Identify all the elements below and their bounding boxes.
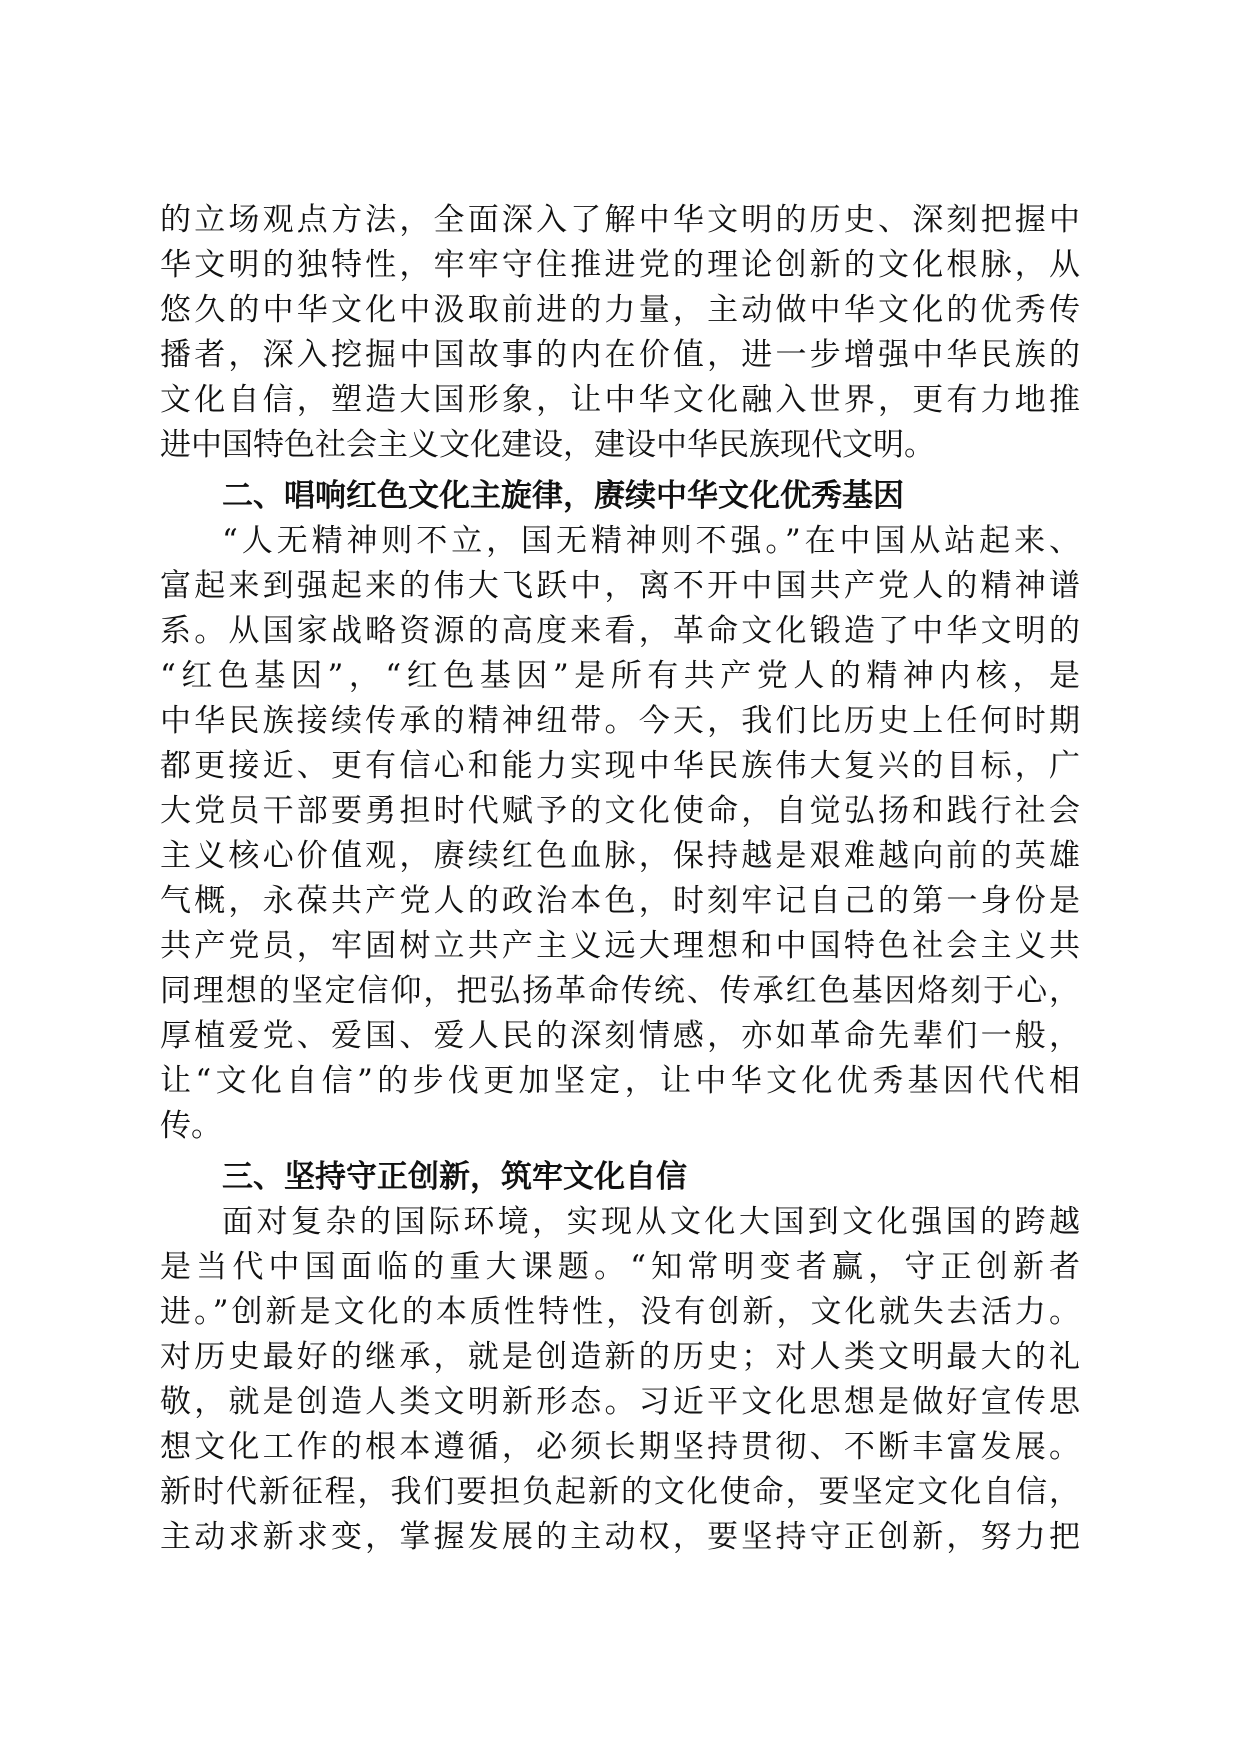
paragraph-continued bbox=[160, 198, 1080, 468]
text-line: 新时代新征程，我们要担负起新的文化使命，要坚定文化自信， bbox=[160, 1474, 1080, 1510]
text-line: 的立场观点方法，全面深入了解中华文明的历史、深刻把握中 bbox=[160, 202, 1080, 238]
text-line: 厚植爱党、爱国、爱人民的深刻情感，亦如革命先辈们一般， bbox=[160, 1018, 1080, 1054]
text-line: 敬，就是创造人类文明新形态。习近平文化思想是做好宣传思 bbox=[160, 1384, 1080, 1420]
text-line: 悠久的中华文化中汲取前进的力量，主动做中华文化的优秀传 bbox=[160, 292, 1080, 328]
text-line: 文化自信，塑造大国形象，让中华文化融入世界，更有力地推 bbox=[160, 382, 1080, 418]
document-page bbox=[160, 198, 1080, 1560]
text-line: 想文化工作的根本遵循，必须长期坚持贯彻、不断丰富发展。 bbox=[160, 1429, 1080, 1465]
text-line: 主义核心价值观，赓续红色血脉，保持越是艰难越向前的英雄 bbox=[160, 838, 1080, 874]
text-line: 对历史最好的继承，就是创造新的历史；对人类文明最大的礼 bbox=[160, 1339, 1080, 1375]
text-line: “红色基因”，“红色基因”是所有共产党人的精神内核，是 bbox=[160, 658, 1080, 694]
text-line: 大党员干部要勇担时代赋予的文化使命，自觉弘扬和践行社会 bbox=[160, 793, 1080, 829]
text-line: 进中国特色社会主义文化建设，建设中华民族现代文明。 bbox=[160, 427, 935, 463]
text-line: 进。”创新是文化的本质性特性，没有创新，文化就失去活力。 bbox=[160, 1294, 1080, 1330]
section-two bbox=[160, 474, 1080, 1149]
text-line: 传。 bbox=[160, 1108, 222, 1144]
section-three bbox=[160, 1155, 1080, 1560]
text-line: 系。从国家战略资源的高度来看，革命文化锻造了中华文明的 bbox=[160, 613, 1080, 649]
text-line: 都更接近、更有信心和能力实现中华民族伟大复兴的目标，广 bbox=[160, 748, 1080, 784]
text-line: 富起来到强起来的伟大飞跃中，离不开中国共产党人的精神谱 bbox=[160, 568, 1080, 604]
text-line: 共产党员，牢固树立共产主义远大理想和中国特色社会主义共 bbox=[160, 928, 1080, 964]
text-line: 是当代中国面临的重大课题。“知常明变者赢，守正创新者 bbox=[160, 1249, 1080, 1285]
text-line: 让“文化自信”的步伐更加坚定，让中华文化优秀基因代代相 bbox=[160, 1063, 1080, 1099]
section-heading: 三、坚持守正创新，筑牢文化自信 bbox=[222, 1159, 687, 1195]
text-line: 播者，深入挖掘中国故事的内在价值，进一步增强中华民族的 bbox=[160, 337, 1080, 373]
text-line: 面对复杂的国际环境，实现从文化大国到文化强国的跨越 bbox=[222, 1204, 1080, 1240]
text-line: 同理想的坚定信仰，把弘扬革命传统、传承红色基因烙刻于心， bbox=[160, 973, 1080, 1009]
text-line: 主动求新求变，掌握发展的主动权，要坚持守正创新，努力把 bbox=[160, 1519, 1080, 1555]
text-line: 气概，永葆共产党人的政治本色，时刻牢记自己的第一身份是 bbox=[160, 883, 1080, 919]
text-line: 华文明的独特性，牢牢守住推进党的理论创新的文化根脉，从 bbox=[160, 247, 1080, 283]
text-line: “人无精神则不立，国无精神则不强。”在中国从站起来、 bbox=[222, 523, 1080, 559]
text-line: 中华民族接续传承的精神纽带。今天，我们比历史上任何时期 bbox=[160, 703, 1080, 739]
section-heading: 二、唱响红色文化主旋律，赓续中华文化优秀基因 bbox=[222, 478, 904, 514]
